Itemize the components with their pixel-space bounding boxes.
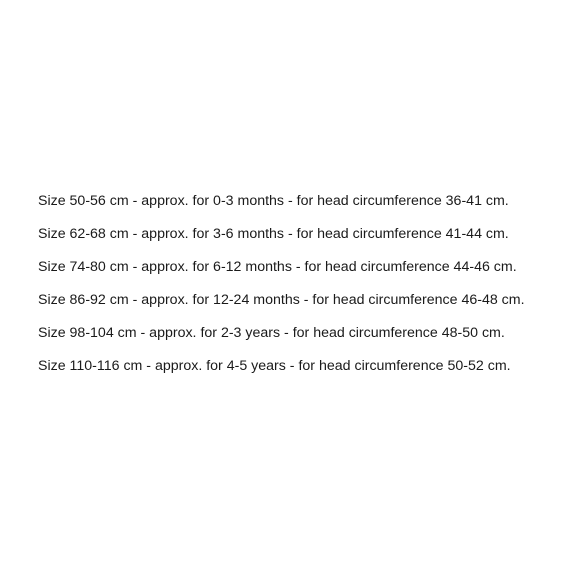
size-line-62-68: Size 62-68 cm - approx. for 3-6 months - for head circumference 41-44 cm. — [38, 226, 509, 242]
size-line-50-56: Size 50-56 cm - approx. for 0-3 months - for head circumference 36-41 cm. — [38, 193, 509, 209]
size-chart — [38, 190, 563, 388]
size-line-98-104: Size 98-104 cm - approx. for 2-3 years - for head circumference 48-50 cm. — [38, 325, 505, 341]
size-line-86-92: Size 86-92 cm - approx. for 12-24 months - for head circumference 46-48 cm. — [38, 292, 525, 308]
size-line-74-80: Size 74-80 cm - approx. for 6-12 months - for head circumference 44-46 cm. — [38, 259, 517, 275]
size-line-110-116: Size 110-116 cm - approx. for 4-5 years - for head circumference 50-52 cm. — [38, 358, 511, 374]
